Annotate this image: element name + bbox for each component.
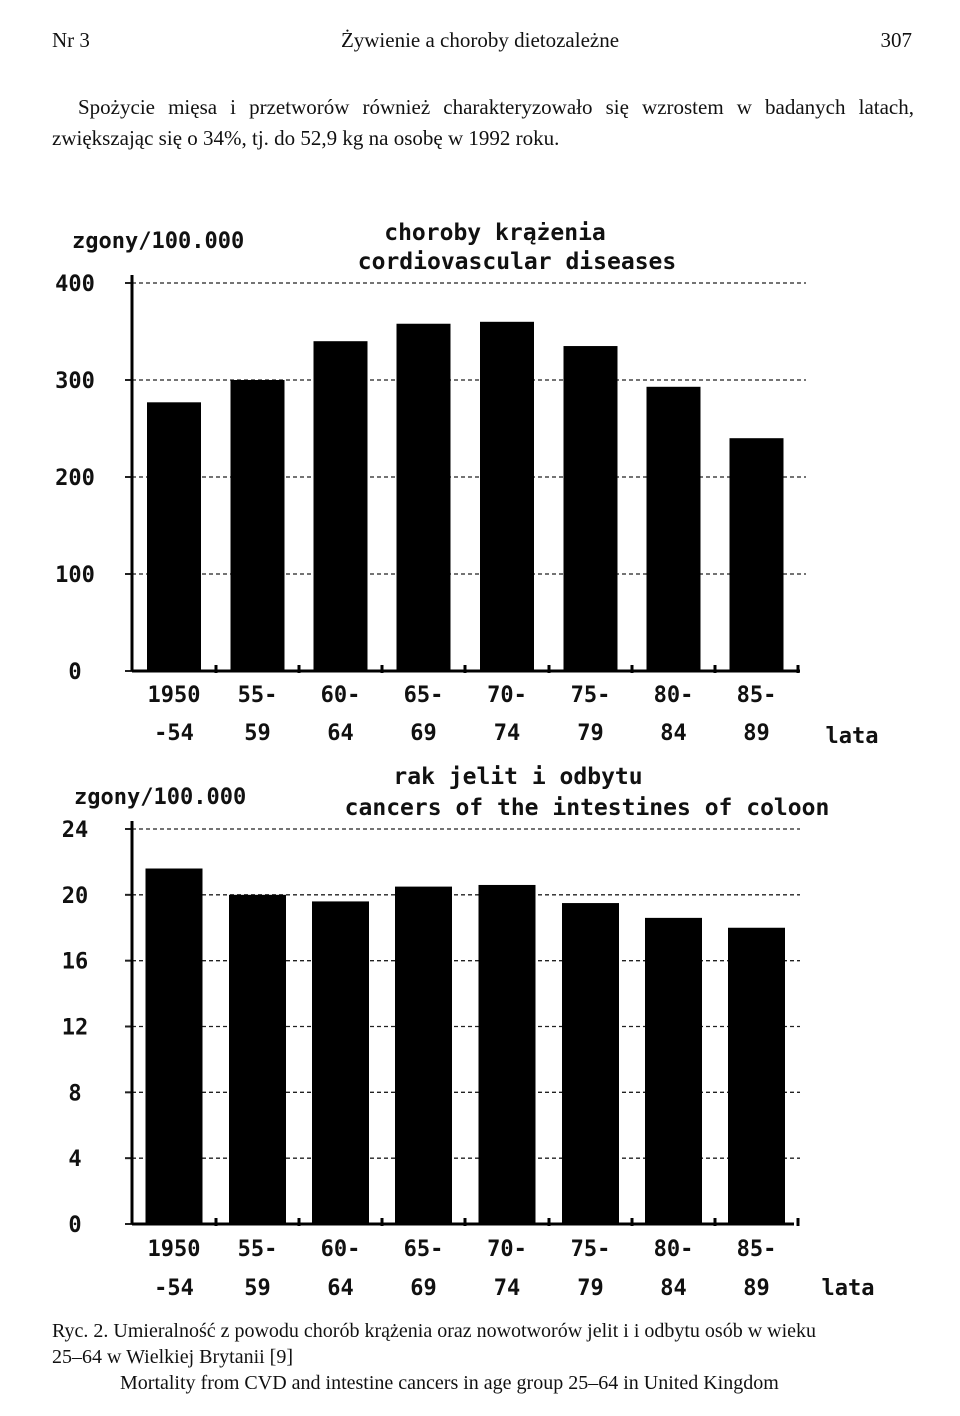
chart2-bar-3	[312, 901, 369, 1224]
chart1-x-label-1-bottom: -54	[154, 721, 194, 746]
chart2-x-label-1-top: 1950	[147, 1237, 201, 1262]
chart1-x-label-7-bottom: 84	[660, 721, 687, 746]
figure-caption	[52, 1318, 932, 1396]
chart1-y-tick-label-200: 200	[55, 466, 95, 491]
chart1-bar-8	[730, 438, 784, 671]
chart2-x-label-6-top: 75-	[570, 1237, 611, 1262]
chart2-x-label-6-bottom: 79	[577, 1276, 604, 1301]
chart2-x-label-8-bottom: 89	[743, 1276, 770, 1301]
caption-line-1: Umieralność z powodu chorób krążenia oraz nowotworów jelit i i odbytu osób w wieku	[113, 1320, 817, 1342]
caption-line-2: 25–64 w Wielkiej Brytanii [9]	[52, 1346, 294, 1368]
chart2-x-label-4-top: 65-	[403, 1237, 444, 1262]
chart2-x-axis-label: lata	[821, 1276, 875, 1301]
chart2-bar-5	[479, 885, 536, 1224]
chart1-bar-5	[480, 322, 534, 671]
chart1-bar-4	[397, 324, 451, 671]
chart1-x-label-2-top: 55-	[237, 683, 278, 708]
chart2-y-axis-label: zgony/100.000	[74, 785, 247, 810]
chart2-y-tick-label-12: 12	[61, 1015, 89, 1041]
chart2-subtitle: cancers of the intestines of coloon	[344, 795, 830, 821]
chart1-x-label-4-top: 65-	[403, 683, 444, 708]
chart2-x-label-5-bottom: 74	[493, 1276, 521, 1301]
caption-label: Ryc. 2.	[52, 1320, 109, 1342]
chart2-x-label-4-bottom: 69	[410, 1276, 437, 1301]
chart2-x-label-3-top: 60-	[320, 1237, 361, 1262]
chart1-bar-1	[147, 402, 201, 671]
chart1-bar-2	[231, 380, 285, 671]
chart1-y-tick-label-0: 0	[68, 660, 82, 685]
chart1-x-label-8-bottom: 89	[743, 721, 770, 746]
caption-line-3: Mortality from CVD and intestine cancers in age group 25–64 in United Kingdom	[120, 1372, 779, 1394]
chart2-y-tick-label-24: 24	[61, 818, 89, 843]
chart2-x-label-7-bottom: 84	[660, 1276, 687, 1301]
chart1-x-label-6-bottom: 79	[577, 721, 604, 746]
chart1-x-label-4-bottom: 69	[410, 721, 437, 746]
chart1-y-tick-label-100: 100	[55, 563, 95, 588]
chart1-x-label-8-top: 85-	[736, 683, 777, 708]
chart2-y-tick-label-16: 16	[61, 949, 89, 975]
chart1-x-label-7-top: 80-	[653, 683, 694, 708]
chart2-y-tick-label-4: 4	[68, 1147, 82, 1173]
chart1-x-label-2-bottom: 59	[244, 721, 271, 746]
chart2-y-tick-label-0: 0	[68, 1213, 82, 1238]
chart2-x-label-2-top: 55-	[237, 1237, 278, 1262]
chart2-x-label-2-bottom: 59	[244, 1276, 271, 1301]
chart2-title: rak jelit i odbytu	[393, 764, 643, 790]
chart2-bar-6	[562, 903, 619, 1224]
running-title: Żywienie a choroby dietozależne	[340, 28, 620, 52]
chart1-x-label-3-bottom: 64	[327, 721, 354, 746]
chart1-bar-7	[647, 387, 701, 671]
chart2-x-label-1-bottom: -54	[154, 1276, 194, 1301]
chart1-subtitle: cordiovascular diseases	[357, 249, 677, 275]
journal-number: Nr 3	[52, 28, 90, 52]
chart1-x-axis-label: lata	[825, 724, 879, 749]
chart1-y-tick-label-400: 400	[55, 272, 95, 297]
page-number: 307	[880, 28, 912, 52]
chart1-y-axis-label: zgony/100.000	[72, 229, 245, 254]
chart2-bar-1	[146, 869, 203, 1225]
chart2-y-tick-label-20: 20	[61, 883, 89, 909]
chart1-bar-3	[314, 341, 368, 671]
chart2-bar-4	[395, 887, 452, 1224]
chart1-x-label-5-bottom: 74	[493, 721, 521, 746]
chart1-x-label-3-top: 60-	[320, 683, 361, 708]
chart2-x-label-5-top: 70-	[487, 1237, 527, 1262]
chart1-bar-6	[564, 346, 618, 671]
chart2-bar-2	[229, 895, 286, 1224]
chart2-bar-7	[645, 918, 702, 1224]
body-paragraph: Spożycie mięsa i przetworów również charakteryzowało się wzrostem w badanych latach, zwiększając się o 34%, tj. do 52,9 kg na osobę w 1992 roku.	[52, 95, 914, 150]
chart2-x-label-3-bottom: 64	[327, 1276, 354, 1301]
chart2-bar-8	[728, 928, 785, 1224]
chart2-x-label-8-top: 85-	[736, 1237, 777, 1262]
chart1-x-label-5-top: 70-	[487, 683, 527, 708]
chart1-y-tick-label-300: 300	[55, 369, 95, 394]
chart2-y-tick-label-8: 8	[68, 1081, 82, 1107]
chart1-title: choroby krążenia	[384, 220, 606, 246]
chart1-x-label-6-top: 75-	[570, 683, 611, 708]
chart2-x-label-7-top: 80-	[653, 1237, 694, 1262]
chart1-x-label-1-top: 1950	[147, 683, 201, 708]
